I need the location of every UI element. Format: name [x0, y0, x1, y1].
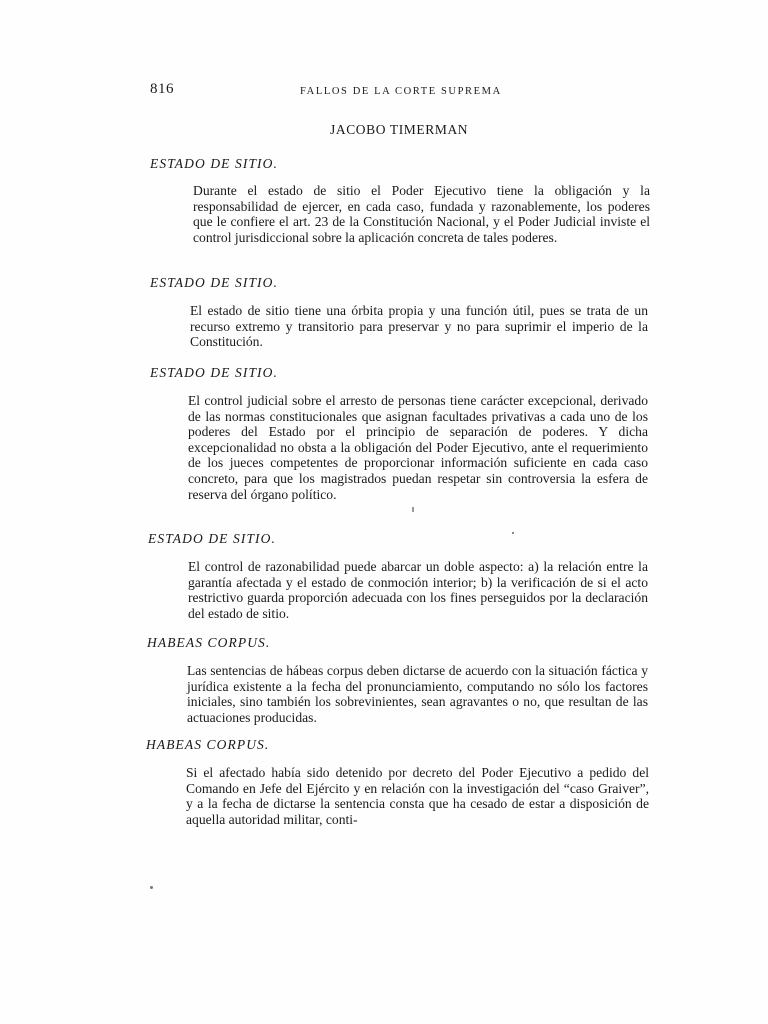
page-number: 816	[150, 81, 174, 97]
scan-speck	[150, 886, 153, 889]
section-heading: ESTADO DE SITIO.	[148, 531, 276, 546]
section-heading: HABEAS CORPUS.	[146, 737, 270, 752]
section-paragraph: El estado de sitio tiene una órbita propia y una función útil, pues se trata de un recurso extremo y transitorio para preservar y no para suprimir el imperio de la Constitución.	[190, 303, 648, 350]
section-heading: ESTADO DE SITIO.	[150, 156, 278, 171]
case-title: JACOBO TIMERMAN	[330, 122, 469, 137]
section-heading: ESTADO DE SITIO.	[150, 275, 278, 290]
scan-speck	[512, 532, 514, 534]
section-heading: ESTADO DE SITIO.	[150, 365, 278, 380]
section-paragraph: Las sentencias de hábeas corpus deben dictarse de acuerdo con la situación fáctica y jurídica existente a la fecha del pronunciamiento, computando no sólo los factores iniciales, sino también los sobrevinientes, sean agravantes o no, que resultan de las actuaciones producidas.	[187, 663, 648, 725]
section-paragraph: Si el afectado había sido detenido por decreto del Poder Ejecutivo a pedido del Comando en Jefe del Ejército y en relación con la investigación del “caso Graiver”, y a la fecha de dictarse la sentencia consta que ha cesado de estar a disposición de aquella autoridad militar, conti-	[186, 765, 649, 827]
section-paragraph: El control judicial sobre el arresto de personas tiene carácter excepcional, derivado de las normas constitucionales que asignan facultades privativas a cada uno de los poderes del Estado por el principio de separación de poderes. Y dicha excepcionalidad no obsta a la obligación del Poder Ejecutivo, ante el requerimiento de los jueces competentes de proporcionar información suficiente en cada caso concreto, para que los magistrados puedan respetar sin controversia la esfera de reserva del órgano político.	[188, 393, 648, 502]
section-paragraph: El control de razonabilidad puede abarcar un doble aspecto: a) la relación entre la garantía afectada y el estado de conmoción interior; b) la verificación de si el acto restrictivo guarda proporción adecuada con los fines perseguidos por la declaración del estado de sitio.	[188, 559, 648, 621]
running-head: FALLOS DE LA CORTE SUPREMA	[300, 86, 502, 97]
section-heading: HABEAS CORPUS.	[147, 635, 271, 650]
scan-speck	[412, 507, 414, 512]
section-paragraph: Durante el estado de sitio el Poder Ejecutivo tiene la obligación y la responsabilidad de ejercer, en cada caso, fundada y razonablemente, los poderes que le confiere el art. 23 de la Constitución Nacional, y el Poder Judicial inviste el control jurisdiccional sobre la aplicación concreta de tales poderes.	[193, 183, 650, 245]
